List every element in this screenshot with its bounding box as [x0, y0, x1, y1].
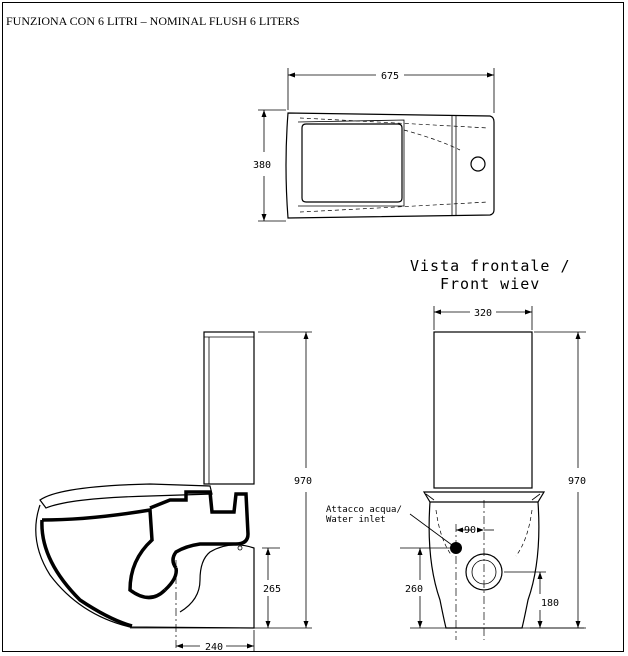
dim-front-inlet-offset: 90: [463, 525, 477, 536]
drawing-title: FUNZIONA CON 6 LITRI – NOMINAL FLUSH 6 LITERS: [6, 14, 300, 28]
water-inlet-label-line2: Water inlet: [326, 515, 386, 525]
dim-side-outlet-offset: 240: [204, 642, 224, 653]
side-bowl-wall: [42, 520, 132, 626]
dim-top-width: 675: [380, 71, 400, 82]
side-view: [36, 332, 312, 653]
side-bowl-outline: [36, 505, 254, 628]
dim-front-width: 320: [473, 308, 493, 319]
top-view-seat-opening: [302, 124, 402, 202]
top-view: [253, 68, 494, 221]
dim-front-inlet-height: 260: [404, 584, 424, 595]
front-view: [326, 257, 586, 640]
front-view-label-line1: Vista frontale /: [410, 257, 571, 275]
dim-side-outlet-height: 265: [262, 584, 282, 595]
front-cistern: [434, 332, 532, 488]
dim-top-depth: 380: [252, 160, 272, 171]
front-view-label-line2: Front wiev: [440, 275, 541, 293]
dim-front-height: 970: [567, 476, 587, 487]
dim-front-outlet-height: 180: [540, 598, 560, 609]
tank-hole: [471, 157, 485, 171]
side-cistern: [204, 332, 254, 484]
water-inlet-label-line1: Attacco acqua/: [326, 505, 402, 515]
dim-side-height: 970: [293, 476, 313, 487]
